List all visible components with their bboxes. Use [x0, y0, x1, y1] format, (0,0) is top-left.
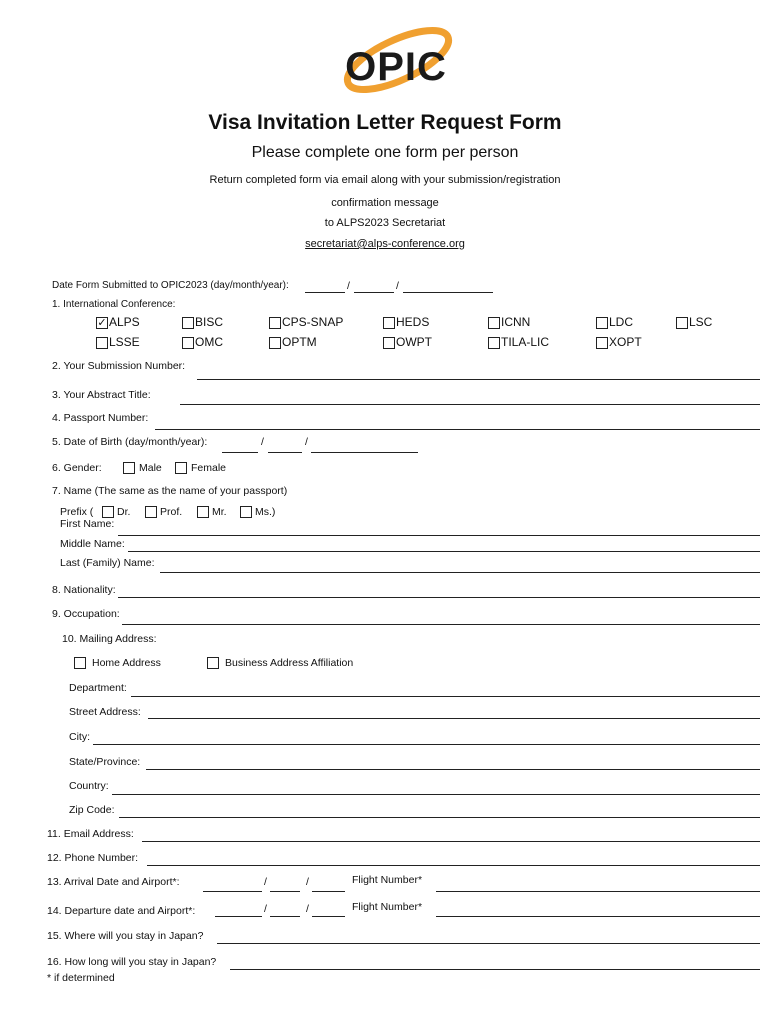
departure-flight-label: Flight Number*	[352, 901, 423, 913]
department-input[interactable]	[131, 696, 760, 697]
prof-label: Prof.	[160, 506, 183, 518]
state-label: State/Province:	[69, 756, 141, 768]
business-address-checkbox[interactable]	[207, 657, 219, 669]
determined-note: * if determined	[47, 972, 115, 984]
submission-label: 2. Your Submission Number:	[52, 360, 186, 372]
conference-option-label: ICNN	[501, 315, 531, 329]
checkbox-omc[interactable]	[182, 337, 194, 349]
checkbox-xopt[interactable]	[596, 337, 608, 349]
conference-option-label: LSSE	[109, 335, 140, 349]
arrival-flight-label: Flight Number*	[352, 874, 423, 886]
conference-option-label: OWPT	[396, 335, 432, 349]
instruction-line-3: to ALPS2023 Secretariat	[324, 217, 446, 229]
nationality-label: 8. Nationality:	[52, 584, 116, 596]
city-label: City:	[69, 731, 90, 743]
nationality-input[interactable]	[118, 597, 760, 598]
departure-flight-input[interactable]	[436, 916, 760, 917]
form-subtitle: Please complete one form per person	[251, 144, 519, 161]
abstract-title-input[interactable]	[180, 404, 760, 405]
dr-label: Dr.	[117, 506, 131, 518]
phone-input[interactable]	[147, 865, 760, 866]
arrival-year-input[interactable]	[312, 891, 345, 892]
phone-label: 12. Phone Number:	[47, 852, 139, 864]
conference-option-label: LSC	[689, 315, 713, 329]
name-label: 7. Name (The same as the name of your passport)	[52, 485, 288, 497]
ms-label: Ms.)	[255, 506, 276, 518]
conference-option-label: ALPS	[109, 315, 140, 329]
sep: /	[306, 903, 309, 915]
prof-checkbox[interactable]	[145, 506, 157, 518]
dob-day-input[interactable]	[222, 452, 258, 453]
date-sep: /	[347, 280, 350, 292]
departure-label: 14. Departure date and Airport*:	[47, 905, 196, 917]
checkbox-alps[interactable]: ✓	[97, 317, 107, 329]
conference-option-label: LDC	[609, 315, 634, 329]
conference-option-label: XOPT	[609, 335, 642, 349]
sep: /	[264, 903, 267, 915]
city-input[interactable]	[93, 744, 760, 745]
arrival-day-input[interactable]	[203, 891, 262, 892]
first-name-input[interactable]	[118, 535, 760, 536]
date-submitted-year[interactable]	[403, 292, 493, 293]
stay-long-label: 16. How long will you stay in Japan?	[47, 956, 217, 968]
stay-where-input[interactable]	[217, 943, 760, 944]
form-title: Visa Invitation Letter Request Form	[208, 111, 562, 134]
passport-number-input[interactable]	[155, 429, 760, 430]
male-label: Male	[139, 462, 162, 474]
conference-option-label: HEDS	[396, 315, 430, 329]
street-input[interactable]	[148, 718, 760, 719]
svg-text:OPIC: OPIC	[345, 45, 447, 89]
ms-checkbox[interactable]	[240, 506, 252, 518]
street-label: Street Address:	[69, 706, 141, 718]
conference-option-label: OPTM	[282, 335, 317, 349]
email-label: 11. Email Address:	[47, 828, 134, 840]
conference-option-label: TILA-LIC	[501, 335, 550, 349]
conference-label: 1. International Conference:	[52, 299, 176, 310]
submission-number-input[interactable]	[197, 379, 760, 380]
sep: /	[264, 876, 267, 888]
mr-label: Mr.	[212, 506, 227, 518]
conference-option-label: OMC	[195, 335, 223, 349]
checkbox-owpt[interactable]	[383, 337, 395, 349]
dob-year-input[interactable]	[311, 452, 418, 453]
checkbox-ldc[interactable]	[596, 317, 608, 329]
checkbox-optm[interactable]	[269, 337, 281, 349]
country-label: Country:	[69, 780, 109, 792]
arrival-flight-input[interactable]	[436, 891, 760, 892]
checkbox-bisc[interactable]	[182, 317, 194, 329]
instruction-line-1: Return completed form via email along with your submission/registration	[209, 174, 561, 186]
conference-option-label: CPS-SNAP	[282, 315, 344, 329]
opic-logo	[326, 18, 466, 98]
dr-checkbox[interactable]	[102, 506, 114, 518]
state-input[interactable]	[146, 769, 760, 770]
checkbox-tila-lic[interactable]	[488, 337, 500, 349]
checkbox-lsse[interactable]	[96, 337, 108, 349]
stay-where-label: 15. Where will you stay in Japan?	[47, 930, 204, 942]
checkbox-heds[interactable]	[383, 317, 395, 329]
arrival-label: 13. Arrival Date and Airport*:	[47, 876, 180, 888]
business-address-label: Business Address Affiliation	[225, 657, 354, 669]
occupation-input[interactable]	[122, 624, 760, 625]
departure-year-input[interactable]	[312, 916, 345, 917]
stay-long-input[interactable]	[230, 969, 760, 970]
checkbox-icnn[interactable]	[488, 317, 500, 329]
departure-day-input[interactable]	[215, 916, 262, 917]
department-label: Department:	[69, 682, 127, 694]
female-checkbox[interactable]	[175, 462, 187, 474]
dob-month-input[interactable]	[268, 452, 302, 453]
abstract-label: 3. Your Abstract Title:	[52, 389, 151, 401]
last-name-label: Last (Family) Name:	[60, 557, 155, 569]
secretariat-email-link[interactable]: secretariat@alps-conference.org	[305, 238, 465, 250]
date-submitted-month[interactable]	[354, 292, 394, 293]
home-address-label: Home Address	[92, 657, 161, 669]
date-submitted-day[interactable]	[305, 292, 345, 293]
date-sep: /	[396, 280, 399, 292]
sep: /	[306, 876, 309, 888]
departure-month-input[interactable]	[270, 916, 300, 917]
country-input[interactable]	[112, 794, 760, 795]
male-checkbox[interactable]	[123, 462, 135, 474]
occupation-label: 9. Occupation:	[52, 608, 120, 620]
last-name-input[interactable]	[160, 572, 760, 573]
mailing-address-label: 10. Mailing Address:	[62, 633, 157, 645]
zip-input[interactable]	[119, 817, 760, 818]
dob-label: 5. Date of Birth (day/month/year):	[52, 436, 208, 448]
checkbox-cps-snap[interactable]	[269, 317, 281, 329]
middle-name-input[interactable]	[128, 551, 760, 552]
zip-label: Zip Code:	[69, 804, 115, 816]
checkbox-lsc[interactable]	[676, 317, 688, 329]
sep: /	[305, 436, 308, 448]
female-label: Female	[191, 462, 227, 474]
email-input[interactable]	[142, 841, 760, 842]
date-submitted-label: Date Form Submitted to OPIC2023 (day/month/year):	[52, 280, 289, 291]
mr-checkbox[interactable]	[197, 506, 209, 518]
first-name-label: First Name:	[60, 518, 115, 530]
passport-label: 4. Passport Number:	[52, 412, 149, 424]
home-address-checkbox[interactable]	[74, 657, 86, 669]
gender-label: 6. Gender:	[52, 462, 102, 474]
instruction-line-2: confirmation message	[331, 197, 439, 209]
sep: /	[261, 436, 264, 448]
prefix-label: Prefix (	[60, 506, 94, 518]
conference-option-label: BISC	[195, 315, 224, 329]
arrival-month-input[interactable]	[270, 891, 300, 892]
middle-name-label: Middle Name:	[60, 538, 125, 550]
